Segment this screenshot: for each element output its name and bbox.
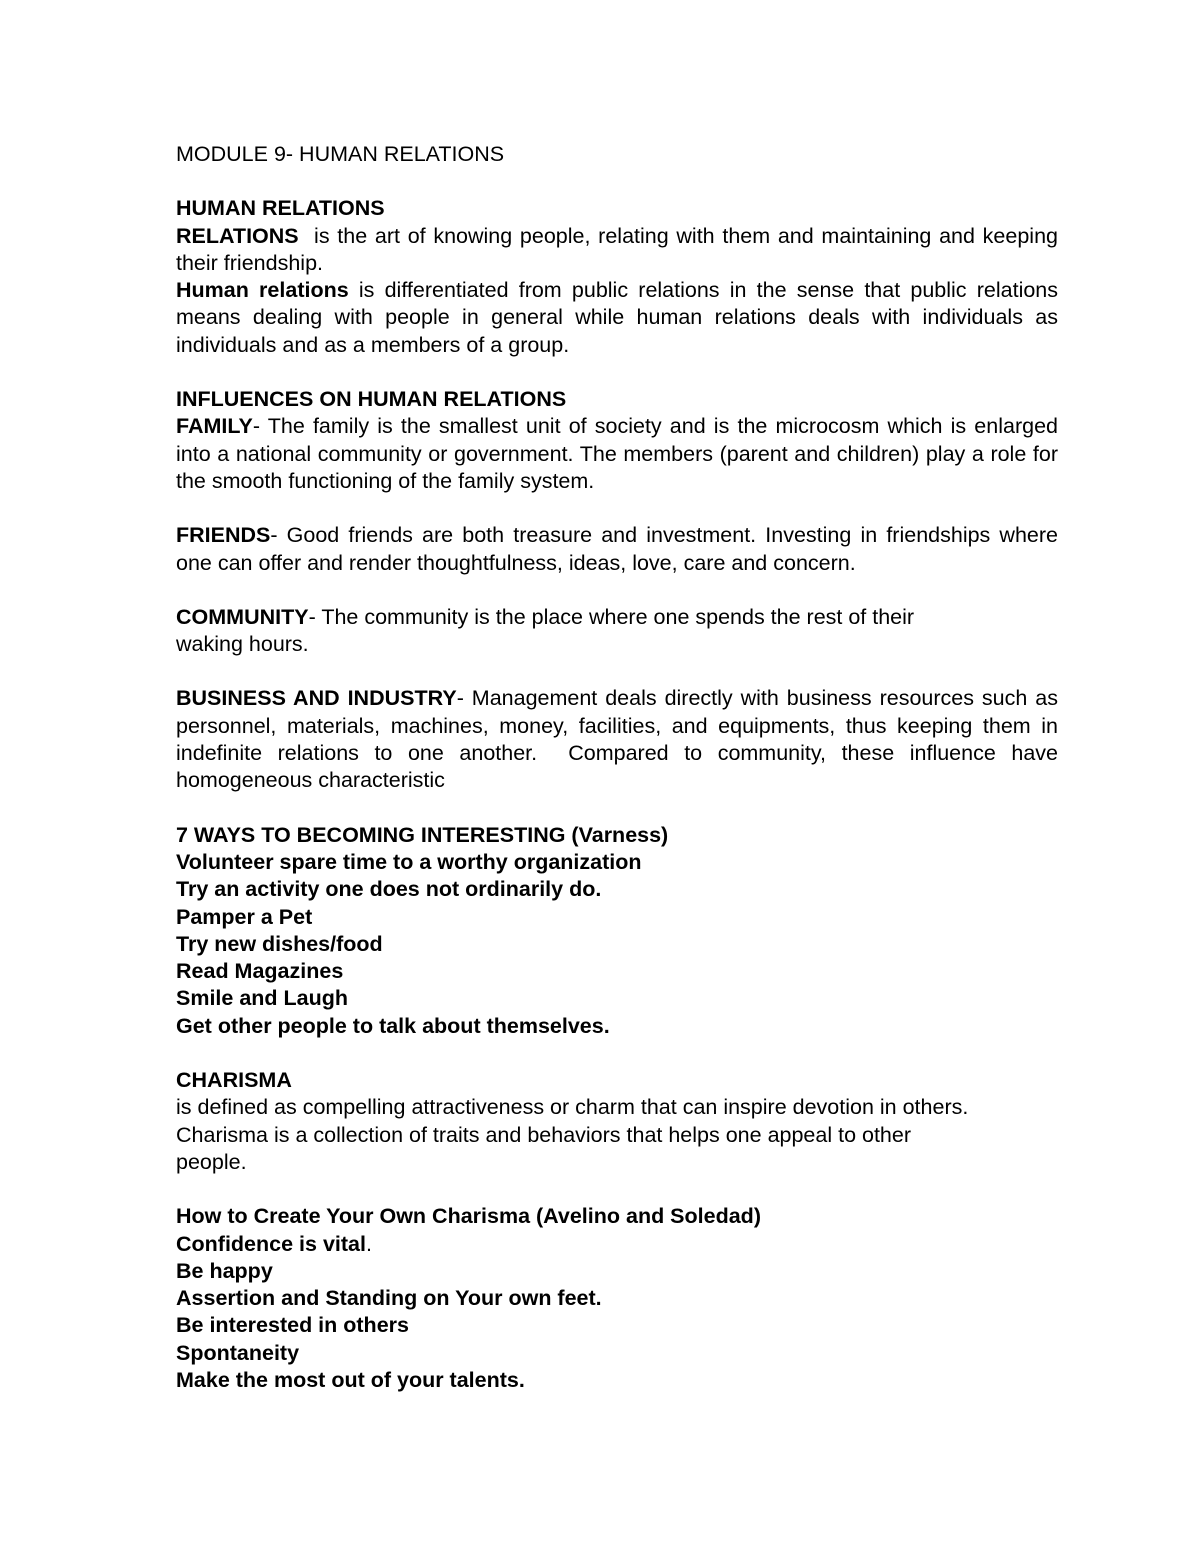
create-charisma-item-bold: Confidence is vital (176, 1231, 366, 1256)
create-charisma-item: Assertion and Standing on Your own feet. (176, 1286, 602, 1311)
spacer (176, 577, 1058, 604)
business-definition: - Management deals directly with business resources such as personnel, materials, machines, money, facilities, and equipments, thus keeping them in indefinite relations to one another. Compared to community, these influence have homogeneous characteristic (176, 686, 1064, 793)
ways-item: Read Magazines (176, 959, 344, 984)
create-charisma-item: Spontaneity (176, 1340, 300, 1365)
friends-definition: - Good friends are both treasure and investment. Investing in friendships where one can offer and render thoughtfulness, ideas, love, care and concern. (176, 523, 1058, 575)
human-relations-heading: HUMAN RELATIONS (176, 196, 385, 221)
spacer (176, 495, 1058, 522)
human-relations-term: Human relations (176, 278, 349, 303)
spacer (176, 795, 1058, 822)
create-charisma-item-tail: . (365, 1231, 372, 1256)
ways-item: Volunteer spare time to a worthy organization (176, 849, 642, 874)
charisma-heading: CHARISMA (176, 1068, 292, 1093)
charisma-line: people. (176, 1149, 247, 1174)
relations-term: RELATIONS (176, 223, 299, 248)
create-charisma-item: Make the most out of your talents. (176, 1367, 525, 1392)
document-page (176, 141, 1064, 1394)
spacer (176, 1040, 1058, 1067)
create-charisma-item: Be happy (176, 1258, 273, 1283)
relations-definition (176, 223, 1064, 278)
ways-item: Try an activity one does not ordinarily do. (176, 877, 602, 902)
community-paragraph (176, 604, 1058, 631)
create-charisma-item: Be interested in others (176, 1313, 409, 1338)
ways-heading: 7 WAYS TO BECOMING INTERESTING (Varness) (176, 822, 669, 847)
ways-item: Get other people to talk about themselves. (176, 1013, 610, 1038)
ways-item: Smile and Laugh (176, 986, 349, 1011)
family-term: FAMILY (176, 414, 253, 439)
charisma-line: is defined as compelling attractiveness or charm that can inspire devotion in others. (176, 1095, 969, 1120)
community-definition-line1: - The community is the place where one spends the rest of their (308, 604, 915, 629)
community-definition-line2: waking hours. (176, 632, 309, 657)
ways-item: Try new dishes/food (176, 931, 383, 956)
create-charisma-item (176, 1231, 1058, 1258)
influences-heading: INFLUENCES ON HUMAN RELATIONS (176, 387, 567, 412)
spacer (176, 1176, 1058, 1203)
ways-item: Pamper a Pet (176, 904, 313, 929)
family-definition: - The family is the smallest unit of society and is the microcosm which is enlarged into a national community or government. The members (parent and children) play a role for the smooth functioning of the family system. (176, 414, 1058, 493)
spacer (176, 168, 1058, 195)
community-term: COMMUNITY (176, 604, 309, 629)
business-term: BUSINESS AND INDUSTRY (176, 686, 457, 711)
relations-definition-text: is the art of knowing people, relating with them and maintaining and keeping their friendship. (176, 223, 1064, 275)
family-paragraph (176, 413, 1058, 495)
human-relations-definition (176, 277, 1058, 359)
create-charisma-heading: How to Create Your Own Charisma (Avelino and Soledad) (176, 1204, 761, 1229)
spacer (176, 658, 1058, 685)
module-title: MODULE 9- HUMAN RELATIONS (176, 142, 505, 166)
charisma-line: Charisma is a collection of traits and behaviors that helps one appeal to other (176, 1122, 912, 1147)
spacer (176, 359, 1058, 386)
friends-term: FRIENDS (176, 523, 271, 548)
business-paragraph (176, 685, 1064, 794)
friends-paragraph (176, 522, 1058, 577)
human-relations-definition-text: is differentiated from public relations in the sense that public relations means dealing with people in general while human relations deals with individuals as individuals and as a members of a group. (176, 278, 1059, 357)
